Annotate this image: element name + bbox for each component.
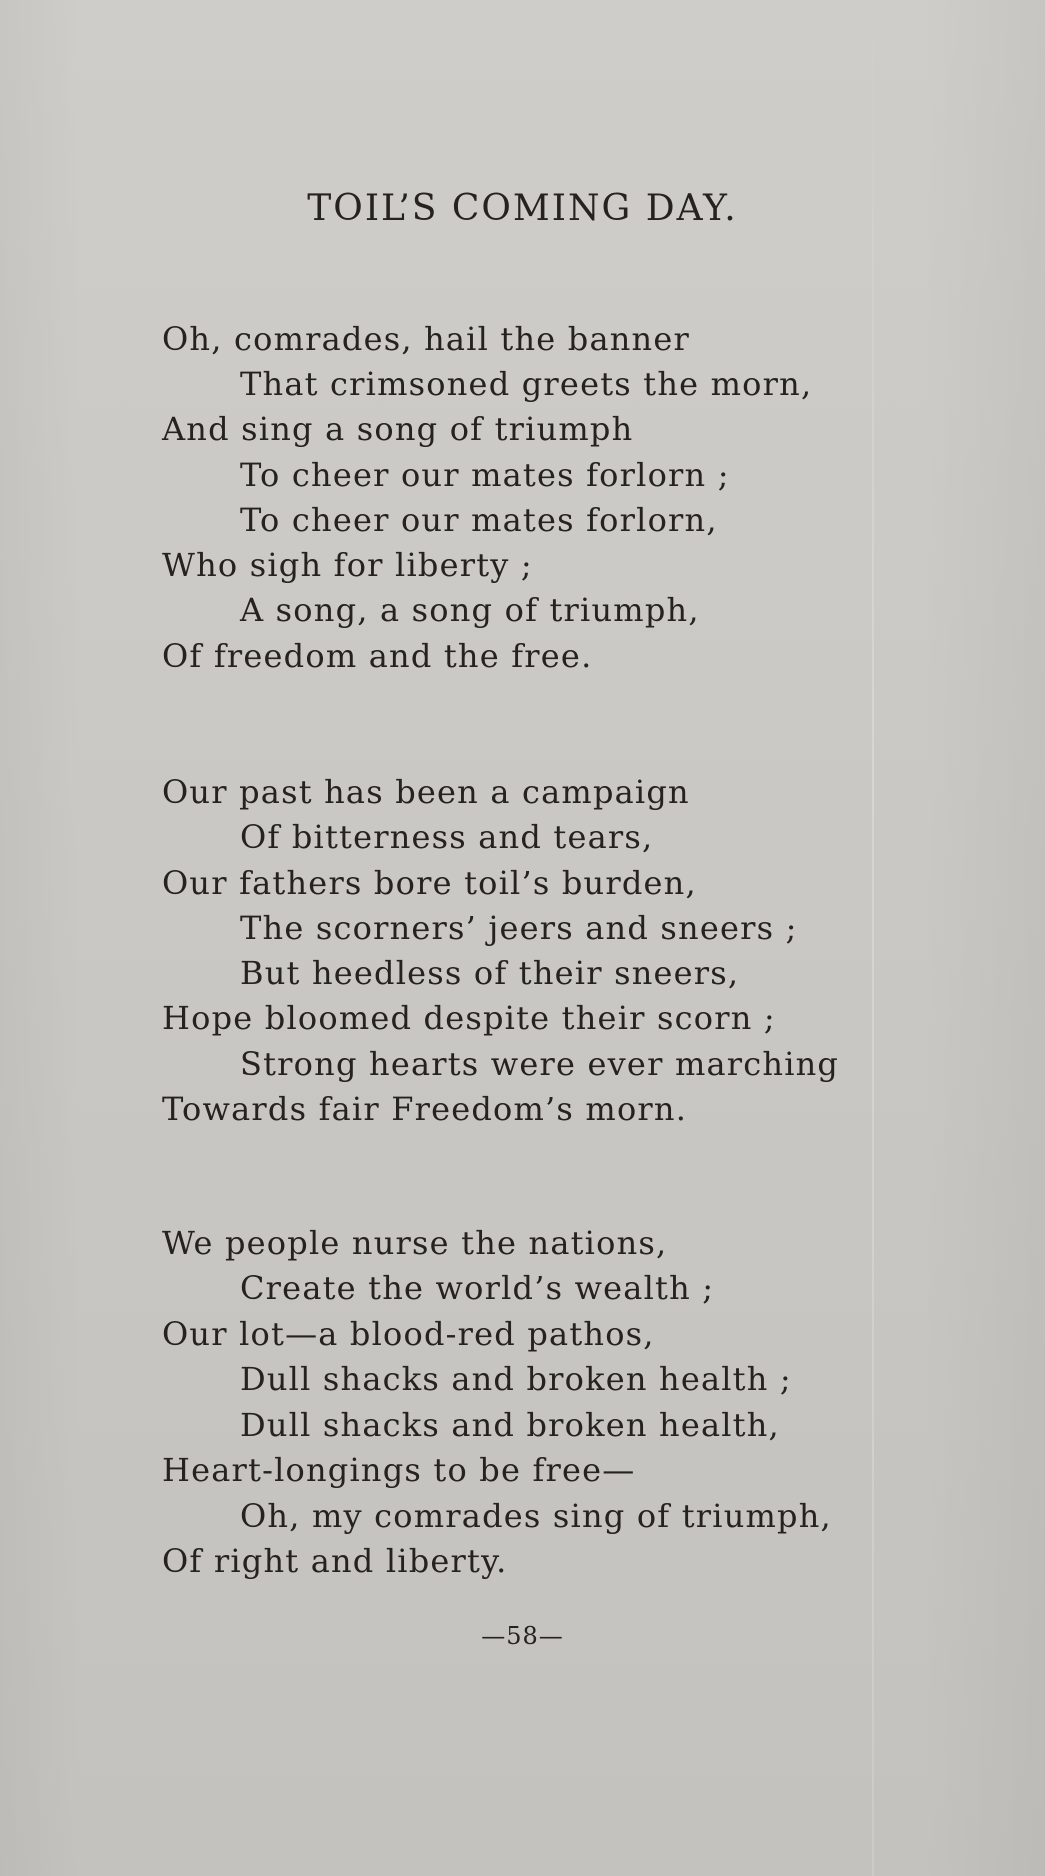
poem-line: Who sigh for liberty ;	[162, 546, 533, 584]
poem-line: The scorners’ jeers and sneers ;	[240, 909, 798, 947]
poem-line: But heedless of their sneers,	[240, 954, 740, 992]
poem-line: Oh, comrades, hail the banner	[162, 320, 691, 358]
poem-line: Of right and liberty.	[162, 1542, 508, 1580]
poem-line: Strong hearts were ever marching	[240, 1045, 840, 1083]
poem-title: TOIL’S COMING DAY.	[307, 188, 738, 229]
poem-line: Our fathers bore toil’s burden,	[162, 864, 697, 902]
poem-line: Create the world’s wealth ;	[240, 1269, 715, 1307]
poem-line: Of bitterness and tears,	[240, 818, 654, 856]
poem-line: To cheer our mates forlorn,	[240, 501, 718, 539]
poem-line: Heart-longings to be free—	[162, 1451, 636, 1489]
poem-line: Towards fair Freedom’s morn.	[162, 1090, 688, 1128]
poem-line: Oh, my comrades sing of triumph,	[240, 1497, 832, 1535]
poem-line: A song, a song of triumph,	[240, 591, 700, 629]
poem-line: Our past has been a campaign	[162, 773, 690, 811]
poem-line: Of freedom and the free.	[162, 637, 593, 675]
page-number: —58—	[481, 1622, 564, 1650]
poem-line: Dull shacks and broken health ;	[240, 1360, 792, 1398]
page-crease	[872, 0, 874, 1876]
poem-line: That crimsoned greets the morn,	[240, 365, 813, 403]
poem-line: We people nurse the nations,	[162, 1224, 668, 1262]
poem-line: Our lot—a blood-red pathos,	[162, 1315, 655, 1353]
poem-line: To cheer our mates forlorn ;	[240, 456, 730, 494]
poem-line: And sing a song of triumph	[162, 410, 634, 448]
poem-line: Dull shacks and broken health,	[240, 1406, 780, 1444]
poem-line: Hope bloomed despite their scorn ;	[162, 999, 776, 1037]
